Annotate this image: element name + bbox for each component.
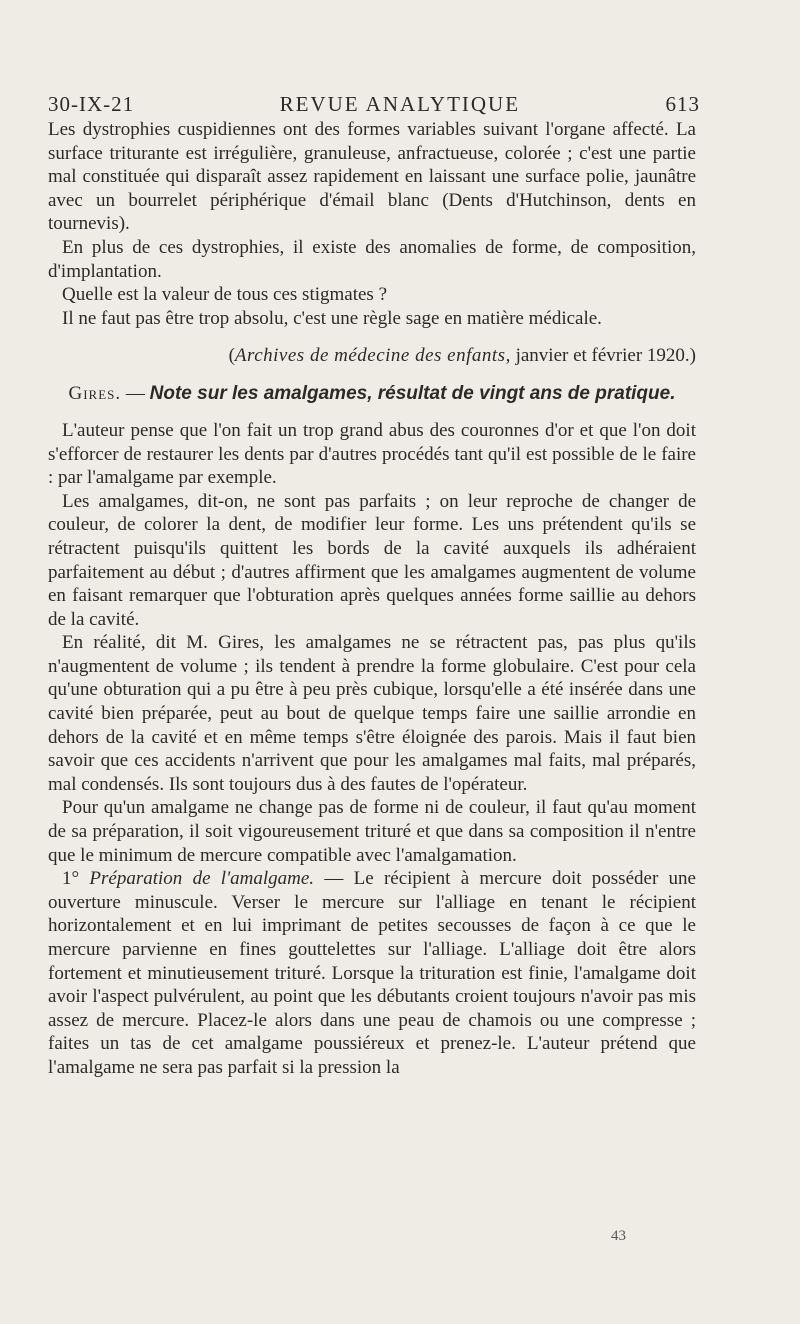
- item-number: 1°: [62, 868, 90, 890]
- citation-journal: Archives de médecine des enfants,: [234, 345, 511, 367]
- paragraph: Les amalgames, dit-on, ne sont pas parfaits ; on leur reproche de changer de couleur, de colorer la dent, de modifier leur forme. Les uns prétendent qu'ils se rétractent puisqu'ils quittent les bords de la cavité auxquels ils adhéraient parfaitement au début ; d'autres affirment que les amalgames augmentent de volume en faisant remarquer que l'obturation après quelques années forme saillie au dehors de la cavité.: [48, 490, 696, 630]
- section-author: Gires.: [68, 382, 122, 404]
- paragraph: En plus de ces dystrophies, il existe des anomalies de forme, de composition, d'implantation.: [48, 236, 696, 282]
- section-heading: Gires. — Note sur les amalgames, résultat de vingt ans de pratique.: [68, 382, 676, 404]
- paragraph: Quelle est la valeur de tous ces stigmates ?: [62, 284, 388, 306]
- sheet-signature: 43: [611, 1228, 626, 1244]
- page-body: [48, 118, 696, 1080]
- issue-date: 30-IX-21: [48, 92, 135, 116]
- journal-title: REVUE ANALYTIQUE: [279, 92, 521, 116]
- paragraph: Il ne faut pas être trop absolu, c'est une règle sage en matière médicale.: [62, 307, 602, 329]
- page-number: 613: [665, 92, 700, 116]
- item-text: — Le récipient à mercure doit posséder une ouverture minuscule. Verser le mercure sur l'alliage en tenant le récipient horizontalement et en lui imprimant de petites secousses de façon à ce que le mercure parvienne en fines gouttelettes sur l'alliage. L'alliage doit être alors fortement et minutieusement trituré. Lorsque la trituration est finie, l'amalgame doit avoir l'aspect pulvérulent, au point que les débutants croient toujours n'avoir pas mis assez de mercure. Placez-le alors dans une peau de chamois ou une compresse ; faites un tas de cet amalgame poussiéreux et prenez-le. L'auteur prétend que l'amalgame ne sera pas parfait si la pression la: [48, 868, 696, 1078]
- numbered-paragraph: [48, 867, 696, 1079]
- section-title: Note sur les amalgames, résultat de vingt ans de pratique.: [149, 382, 676, 404]
- running-header: [48, 92, 700, 117]
- paragraph: Les dystrophies cuspidiennes ont des formes variables suivant l'organe affecté. La surface triturante est irrégulière, granuleuse, anfractueuse, colorée ; c'est une partie mal constituée qui disparaît assez rapidement en laissant une surface polie, jaunâtre avec un bourrelet périphérique d'émail blanc (Dents d'Hutchinson, dents en tournevis).: [48, 119, 696, 235]
- paragraph: En réalité, dit M. Gires, les amalgames ne se rétractent pas, pas plus qu'ils n'augmentent de volume ; ils tendent à prendre la forme globulaire. C'est pour cela qu'une obturation qui a pu être à peu près cubique, lorsqu'elle a été insérée dans une cavité bien préparée, peut au bout de quelque temps faire une saillie arrondie en dehors de la cavité et en même temps s'être éloignée des parois. Mais il faut bien savoir que ces accidents n'arrivent que pour les amalgames mal faits, mal préparés, mal condensés. Ils sont toujours dus à des fautes de l'opérateur.: [48, 632, 696, 795]
- citation: (Archives de médecine des enfants, janvier et février 1920.): [228, 345, 696, 367]
- paragraph: Pour qu'un amalgame ne change pas de forme ni de couleur, il faut qu'au moment de sa préparation, il soit vigoureusement trituré et que dans sa composition il n'entre que le minimum de mercure compatible avec l'amalgamation.: [48, 797, 696, 866]
- item-heading: Préparation de l'amalgame.: [89, 868, 315, 890]
- paragraph: L'auteur pense que l'on fait un trop grand abus des couronnes d'or et que l'on doit s'efforcer de restaurer les dents par d'autres procédés tant qu'il est possible de le faire : par l'amalgame par exemple.: [48, 419, 696, 489]
- citation-date: janvier et février 1920.): [510, 345, 696, 367]
